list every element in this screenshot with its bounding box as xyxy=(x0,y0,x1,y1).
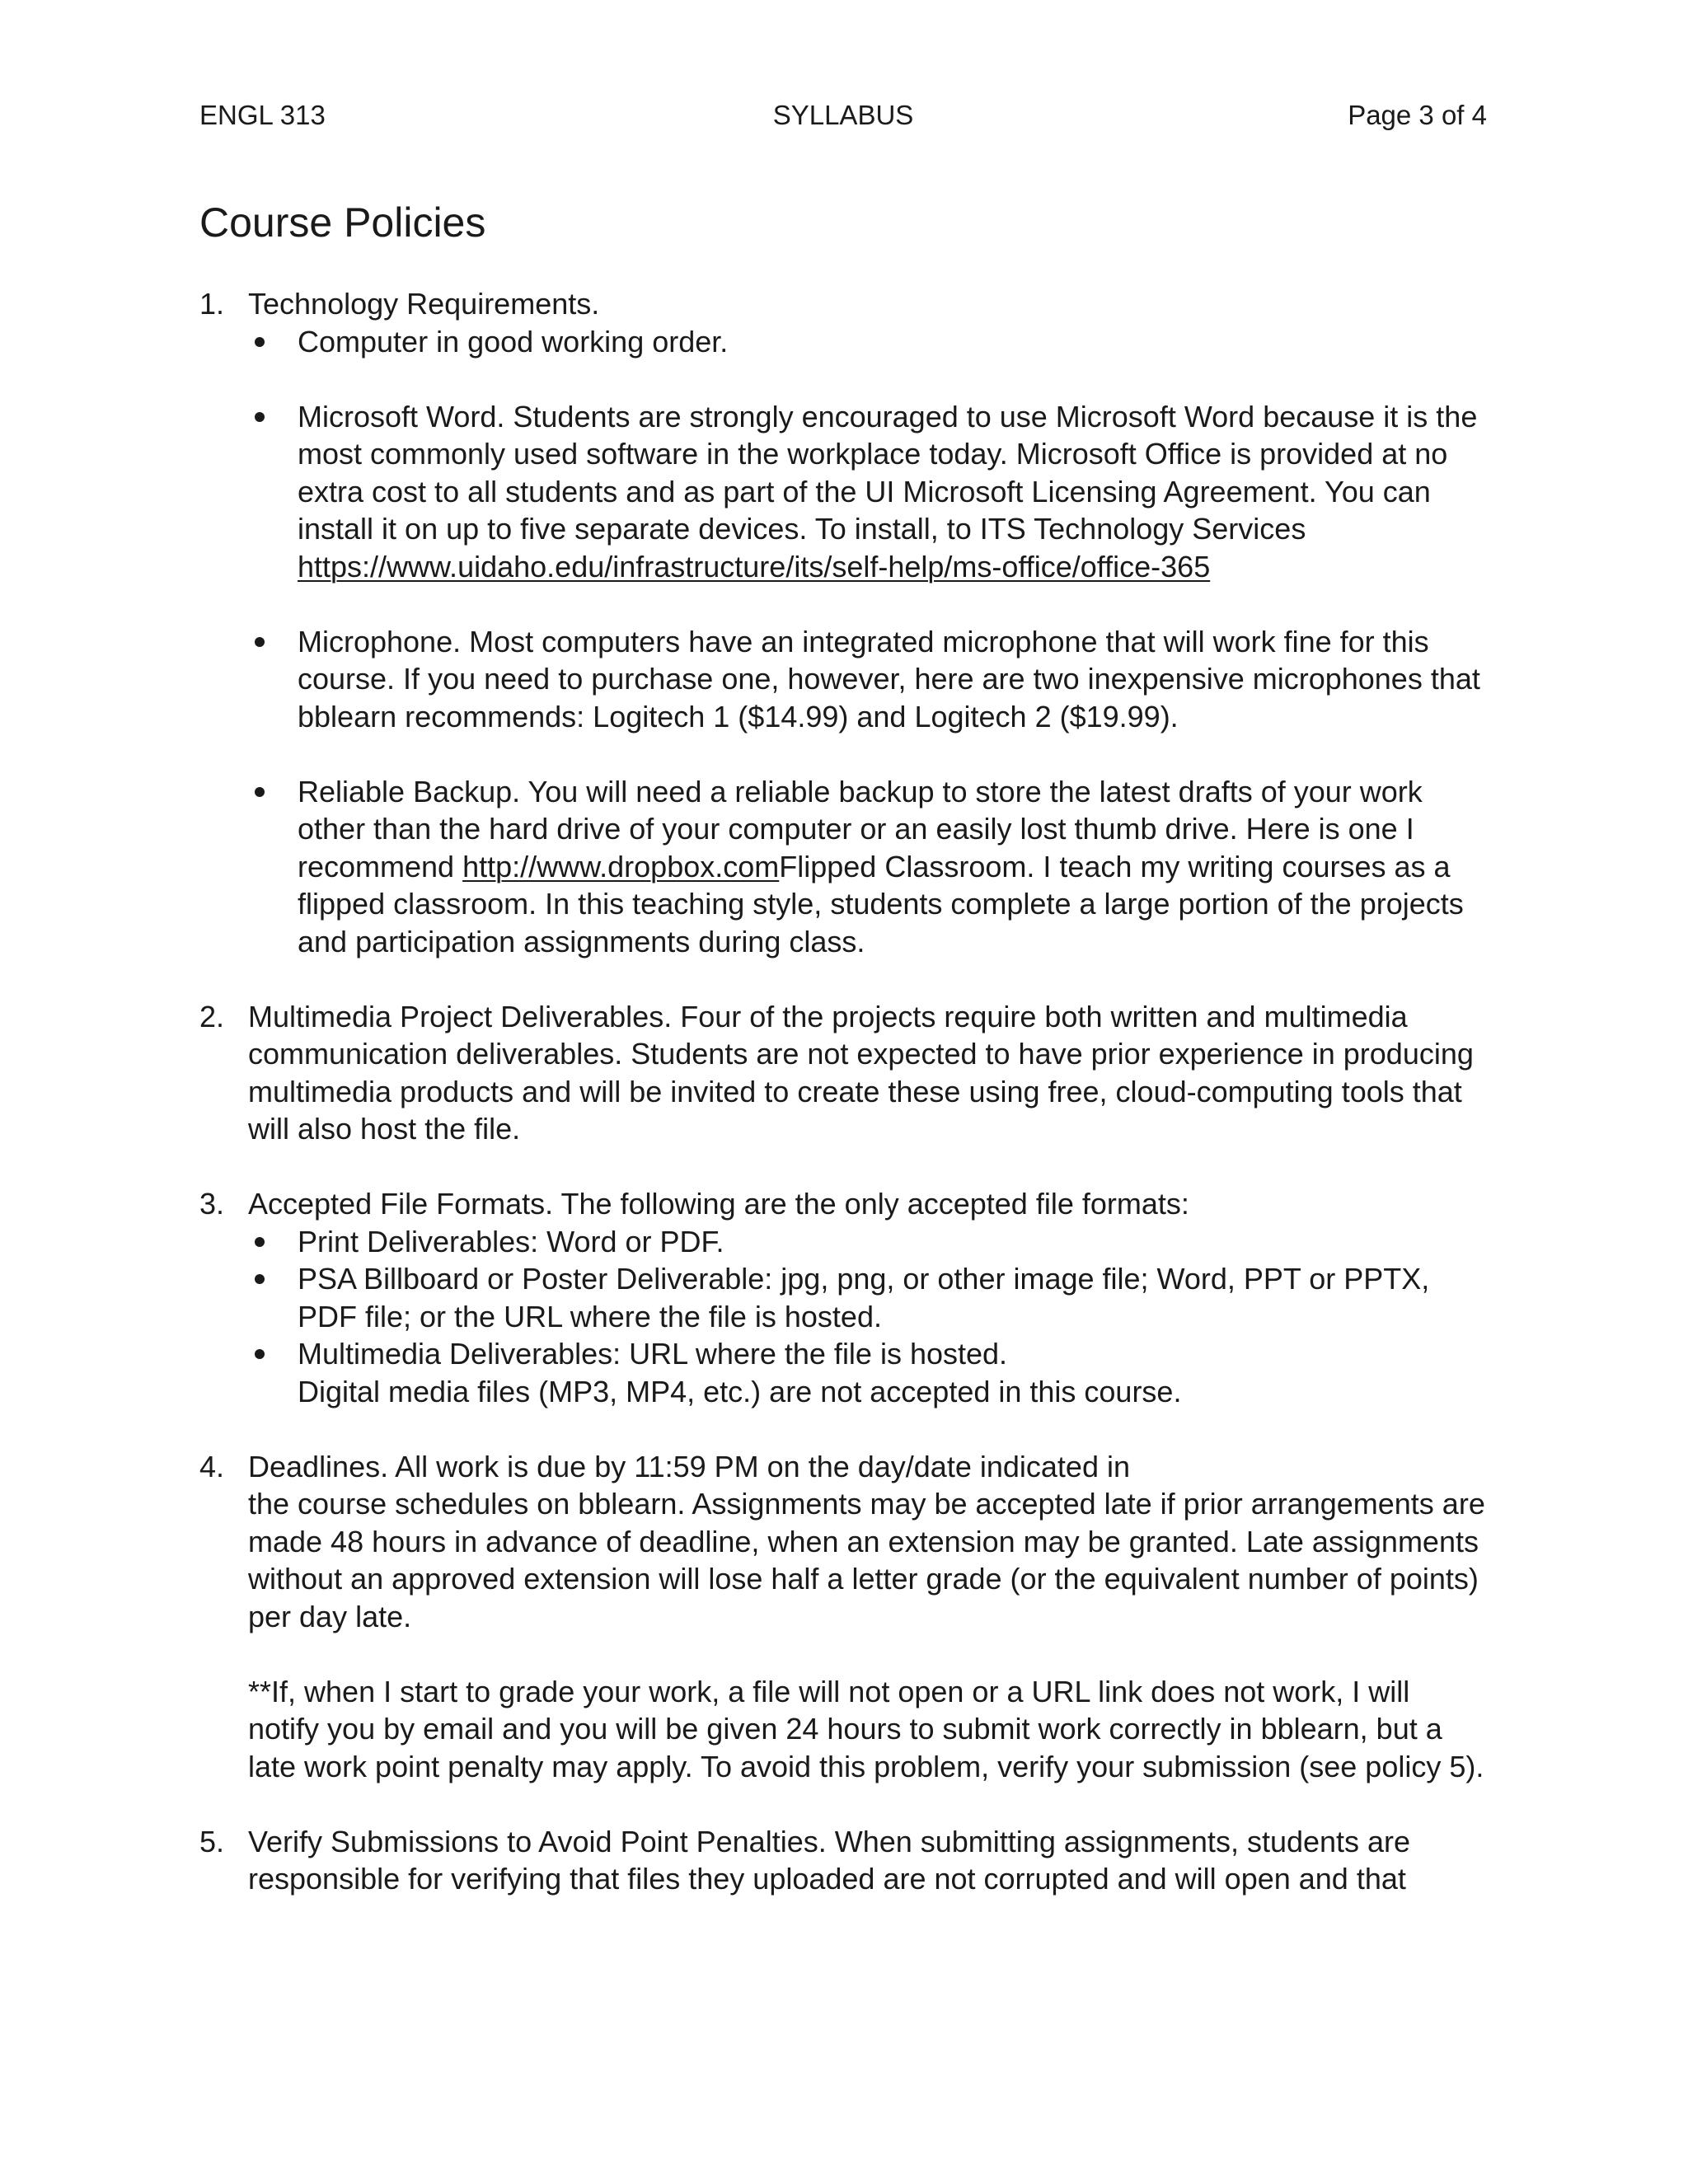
list-item xyxy=(248,773,1487,961)
policy-1 xyxy=(199,285,1487,960)
policy-title: Technology Requirements. xyxy=(248,287,600,321)
list-item xyxy=(248,1260,1487,1335)
policy-3 xyxy=(199,1185,1487,1410)
list-item xyxy=(248,1335,1487,1373)
course-code: ENGL 313 xyxy=(199,100,326,130)
bullet-text xyxy=(298,398,1487,586)
bullet-text: Print Deliverables: Word or PDF. xyxy=(298,1224,724,1258)
list-item xyxy=(248,398,1487,586)
list-item xyxy=(248,323,1487,361)
policy-title: Deadlines. All work is due by 11:59 PM on the day/date indicated in xyxy=(248,1449,1130,1483)
policy-2 xyxy=(199,998,1487,1148)
policy-text: Verify Submissions to Avoid Point Penalties. When submitting assignments, students are responsible for verifying that files they uploaded are not corrupted and will open and that xyxy=(248,1824,1411,1896)
policy-number: 4. xyxy=(199,1449,225,1483)
page-title: Course Policies xyxy=(199,199,486,246)
dropbox-link[interactable]: http://www.dropbox.com xyxy=(462,849,780,883)
page-number: Page 3 of 4 xyxy=(1348,100,1487,130)
document-type: SYLLABUS xyxy=(772,100,914,130)
bullet-text xyxy=(298,773,1487,961)
policy-title: Accepted File Formats. The following are the only accepted file formats: xyxy=(248,1187,1189,1221)
list-item xyxy=(248,1223,1487,1261)
deadline-note: **If, when I start to grade your work, a file will not open or a URL link does not work, I will notify you by email and you will be given 24 hours to submit work correctly in bblearn, but a late work point penalty may apply. To avoid this problem, verify your submission (see policy 5). xyxy=(248,1674,1484,1783)
policy-number: 1. xyxy=(199,287,225,321)
list-item xyxy=(248,623,1487,736)
page-header xyxy=(199,97,1487,134)
bullet-text: Microphone. Most computers have an integrated microphone that will work fine for this course. If you need to purchase one, however, here are two inexpensive microphones that bblearn recommends: Logitech 1 ($14.99) and Logitech 2 ($19.99). xyxy=(298,624,1480,733)
policy-4 xyxy=(199,1448,1487,1786)
policy-text: Multimedia Project Deliverables. Four of the projects require both written and multimedia communication deliverables. Students are not expected to have prior experience in producing multimedia products and will be invited to create these using free, cloud-computing tools that will also host the file. xyxy=(248,999,1474,1146)
policy-number: 5. xyxy=(199,1824,225,1858)
bullet-text: Multimedia Deliverables: URL where the file is hosted. xyxy=(298,1337,1008,1371)
policy-5 xyxy=(199,1823,1487,1898)
bullet-text-main: Microsoft Word. Students are strongly encouraged to use Microsoft Word because it is the most commonly used software in the workplace today. Microsoft Office is provided at no extra cost to all students and as part of the UI Microsoft Licensing Agreement. You can install it on up to five separate devices. To install, to ITS Technology Services xyxy=(298,399,1478,546)
office-365-link[interactable]: https://www.uidaho.edu/infrastructure/its/self-help/ms-office/office-365 xyxy=(298,549,1211,583)
bullet-text-main: Reliable Backup. You will need a reliable backup to store the latest drafts of your work other than the hard drive of your computer or an easily lost thumb drive. Here is one I recommend xyxy=(298,774,1423,883)
policy-text: the course schedules on bblearn. Assignments may be accepted late if prior arrangements are made 48 hours in advance of deadline, when an extension may be granted. Late assignments without an approved extension will lose half a letter grade (or the equivalent number of points) per day late. xyxy=(248,1487,1485,1633)
policy-number: 3. xyxy=(199,1187,225,1221)
policies-list xyxy=(199,285,1487,1898)
bullet-text: PSA Billboard or Poster Deliverable: jpg, png, or other image file; Word, PPT or PPTX, PDF file; or the URL where the file is hosted. xyxy=(298,1262,1430,1333)
policy-number: 2. xyxy=(199,999,225,1033)
bullet-text-tail: Flipped Classroom. I teach my writing courses as a flipped classroom. In this teaching style, students complete a large portion of the projects and participation assignments during class. xyxy=(298,849,1464,958)
bullet-text: Computer in good working order. xyxy=(298,324,729,359)
formats-note: Digital media files (MP3, MP4, etc.) are not accepted in this course. xyxy=(298,1374,1182,1408)
